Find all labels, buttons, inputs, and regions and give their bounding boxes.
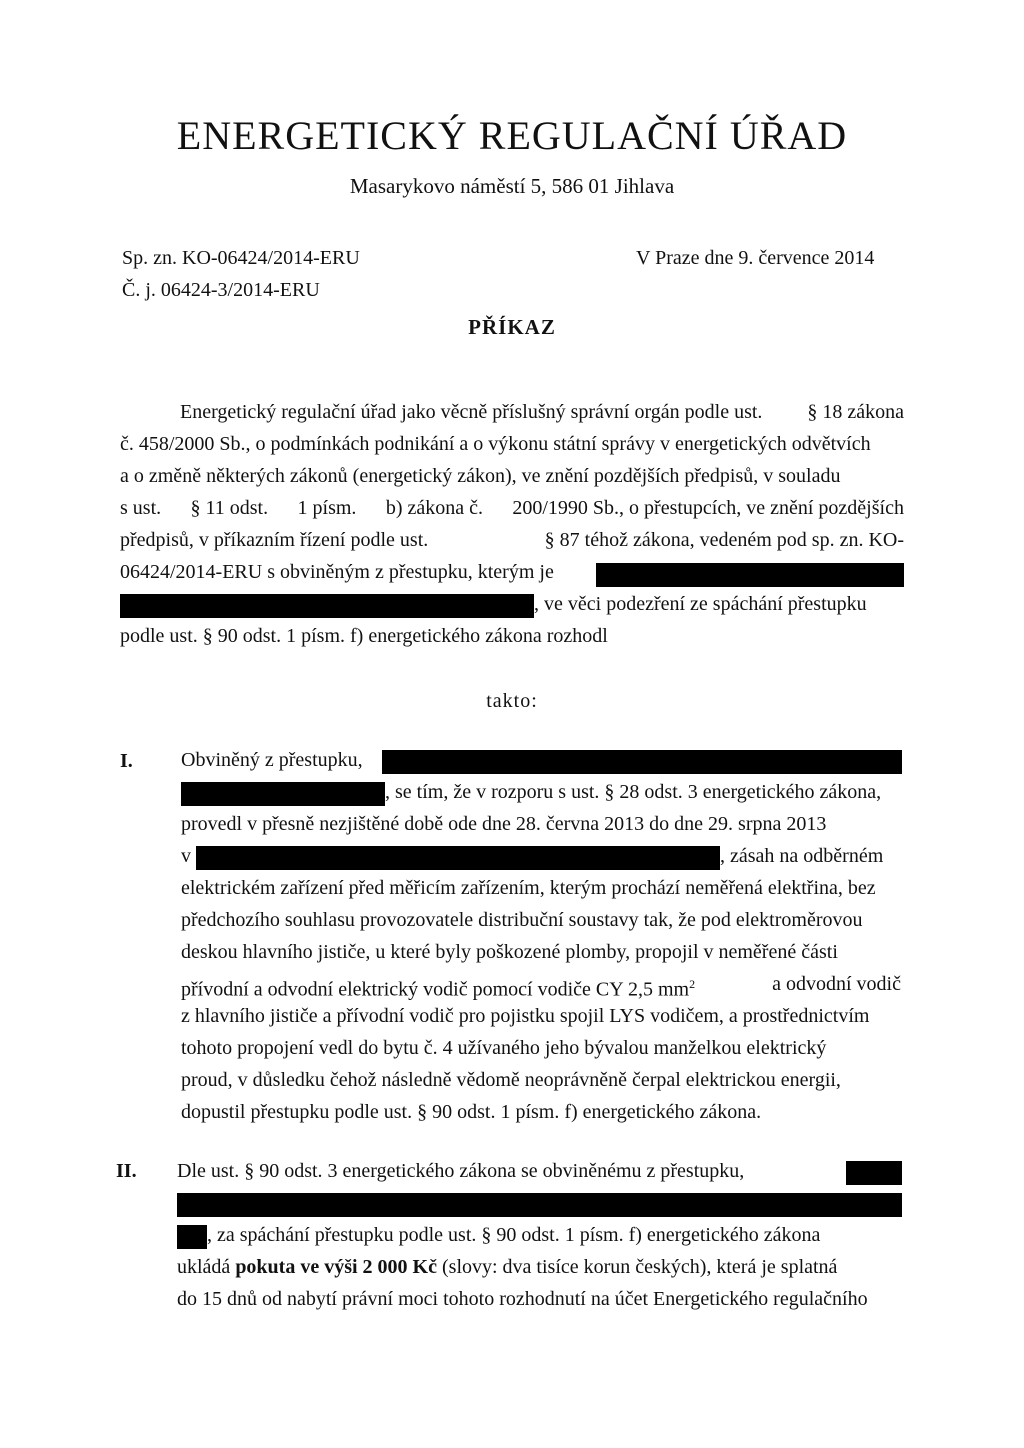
intro-line-6: 06424/2014-ERU s obviněným z přestupku, kterým je [120,561,554,583]
section1-line-10: tohoto propojení vedl do bytu č. 4 užívaného jeho bývalou manželkou elektrický [181,1037,827,1059]
section1-line-4b: , zásah na odběrném [720,845,884,867]
redaction-bar [120,594,534,618]
intro-line-2: č. 458/2000 Sb., o podmínkách podnikání a o výkonu státní správy v energetických odvětvích [120,433,871,455]
section2-line-1: Dle ust. § 90 odst. 3 energetického zákona se obviněnému z přestupku, [177,1160,745,1182]
section1-line-12: dopustil přestupku podle ust. § 90 odst. 1 písm. f) energetického zákona. [181,1101,762,1123]
section-numeral-2: II. [116,1160,137,1182]
redaction-bar [196,846,720,870]
file-reference: Sp. zn. KO-06424/2014-ERU [122,247,360,269]
intro-line-7: , ve věci podezření ze spáchání přestupku [534,593,867,615]
redaction-bar [382,750,902,774]
intro-line-3: a o změně některých zákonů (energetický zákon), ve znění pozdějších předpisů, v souladu [120,465,841,487]
section1-line-1: Obviněný z přestupku, [181,749,363,771]
intro-line-5: předpisů, v příkazním řízení podle ust. § 87 téhož zákona, vedeném pod sp. zn. KO- [120,529,904,551]
intro-line-1: Energetický regulační úřad jako věcně příslušný správní orgán podle ust. § 18 zákona [180,401,904,423]
section1-line-6: předchozího souhlasu provozovatele distribuční soustavy tak, že pod elektroměrovou [181,909,863,931]
redaction-bar [846,1161,902,1185]
redaction-bar [181,782,385,806]
section1-line-3: provedl v přesně nezjištěné době ode dne 28. června 2013 do dne 29. srpna 2013 [181,813,827,835]
section1-line-9: z hlavního jističe a přívodní vodič pro pojistku spojil LYS vodičem, a prostřednictvím [181,1005,870,1027]
section2-line-5: do 15 dnů od nabytí právní moci tohoto rozhodnutí na účet Energetického regulačního [177,1288,868,1310]
intro-line-8: podle ust. § 90 odst. 1 písm. f) energetického zákona rozhodl [120,625,608,647]
redaction-bar [177,1193,902,1217]
section1-line-8: přívodní a odvodní elektrický vodič pomocí vodiče CY 2,5 $mm^2$ a odvodní vodič [181,973,901,1001]
fine-amount: pokuta ve výši 2 000 Kč [235,1256,437,1278]
document-heading: PŘÍKAZ [468,315,556,339]
section-numeral-1: I. [120,750,133,772]
section2-line-3: , za spáchání přestupku podle ust. § 90 odst. 1 písm. f) energetického zákona [207,1224,821,1246]
section1-line-7: deskou hlavního jističe, u které byly poškozené plomby, propojil v neměřené části [181,941,838,963]
section1-line-2: , se tím, že v rozporu s ust. § 28 odst. 3 energetického zákona, [385,781,882,803]
redaction-bar [596,563,904,587]
authority-title: ENERGETICKÝ REGULAČNÍ ÚŘAD [176,113,848,158]
redaction-bar [177,1225,207,1249]
section1-line-11: proud, v důsledku čehož následně vědomě neoprávněně čerpal elektrickou energii, [181,1069,841,1091]
section1-line-4a: v [181,845,191,867]
issue-date: V Praze dne 9. července 2014 [636,247,875,269]
section1-line-5: elektrickém zařízení před měřicím zařízením, kterým prochází neměřená elektřina, bez [181,877,876,899]
section2-line-4: ukládá pokuta ve výši 2 000 Kč (slovy: dva tisíce korun českých), která je splatná [177,1256,838,1278]
case-number: Č. j. 06424-3/2014-ERU [122,279,320,301]
authority-address: Masarykovo náměstí 5, 586 01 Jihlava [349,174,675,198]
decision-takto: takto: [486,690,538,712]
intro-line-4: s ust. § 11 odst. 1 písm. b) zákona č. 200/1990 Sb., o přestupcích, ve znění pozdějších [120,497,904,519]
